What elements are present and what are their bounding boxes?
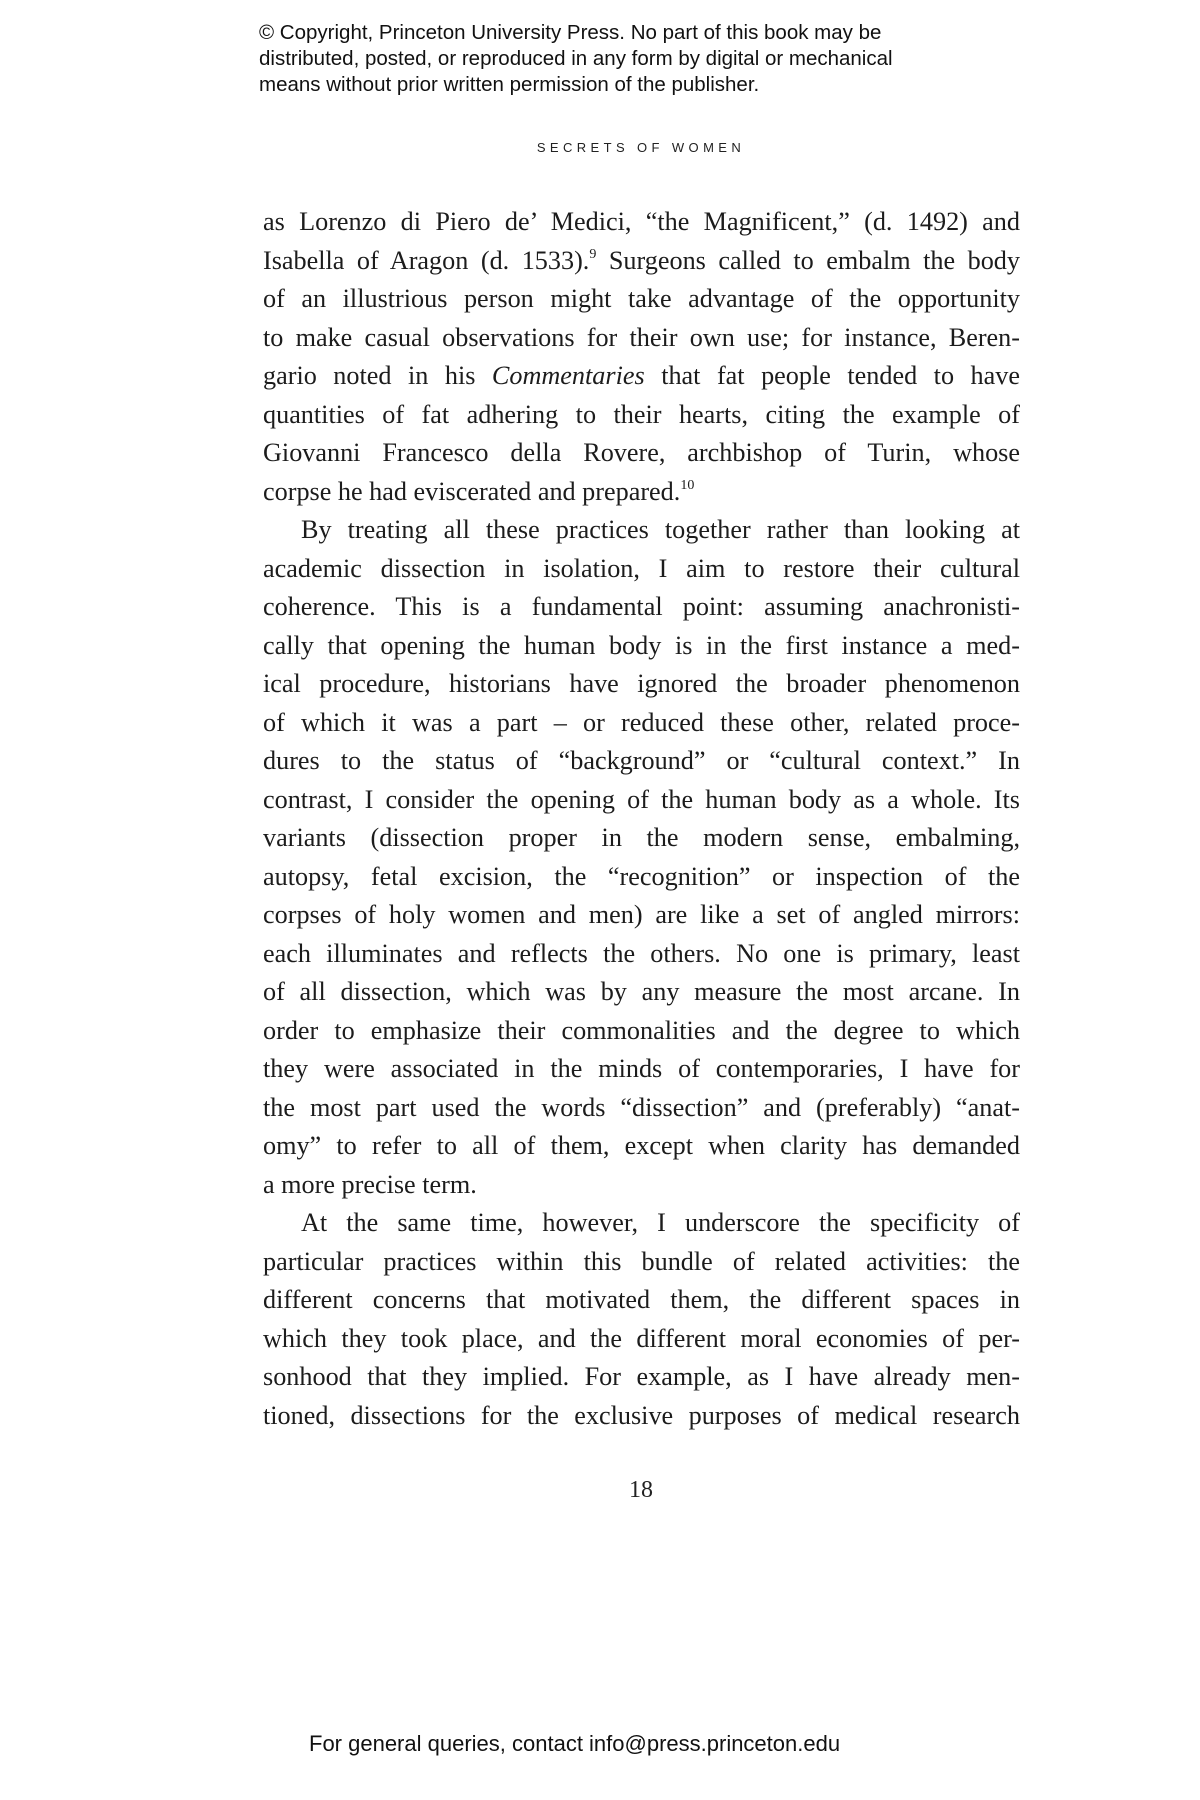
text-line: academic dissection in isolation, I aim to restore their cultural (263, 553, 1020, 583)
text-line (263, 242, 1020, 281)
text-line: contrast, I consider the opening of the human body as a whole. Its (263, 784, 1020, 814)
text-line: they were associated in the minds of contemporaries, I have for (263, 1054, 1020, 1083)
text-line: omy” to refer to all of them, except when clarity has demanded (263, 1131, 1020, 1160)
text-line (263, 473, 1020, 512)
text-line: cally that opening the human body is in the first instance a med- (263, 630, 1020, 660)
text-line: each illuminates and reflects the others. No one is primary, least (263, 938, 1020, 968)
text-line: to make casual observations for their own use; for instance, Beren- (263, 322, 1020, 352)
text-line: of which it was a part – or reduced these other, related proce- (263, 707, 1020, 737)
text-line: different concerns that motivated them, the different spaces in (263, 1285, 1020, 1314)
text-line: a more precise term. (263, 1169, 477, 1199)
text-line: Giovanni Francesco della Rovere, archbishop of Turin, whose (263, 438, 1020, 467)
text-line: as Lorenzo di Piero de’ Medici, “the Magnificent,” (d. 1492) and (263, 207, 1020, 236)
text-line: variants (dissection proper in the modern sense, embalming, (263, 823, 1020, 852)
text-segment: corpse he had eviscerated and prepared. (263, 476, 681, 506)
text-segment: Surgeons called to embalm the body (596, 245, 1020, 275)
text-segment: gario noted in his (263, 361, 492, 390)
text-line: order to emphasize their commonalities and the degree to which (263, 1015, 1020, 1045)
running-head: SECRETS OF WOMEN (536, 140, 746, 155)
footer-contact: For general queries, contact info@press.princeton.edu (309, 1731, 841, 1756)
footnote-ref[interactable]: 9 (589, 246, 597, 262)
text-line: corpses of holy women and men) are like a set of angled mirrors: (263, 900, 1020, 929)
text-line: particular practices within this bundle of related activities: the (263, 1246, 1020, 1276)
book-title: Commentaries (491, 361, 645, 390)
copyright-line: distributed, posted, or reproduced in any form by digital or mechanical (259, 47, 893, 70)
copyright-line: means without prior written permission of the publisher. (259, 73, 760, 96)
paragraph (263, 1204, 1020, 1435)
paragraph (263, 511, 1020, 1204)
text-line: By treating all these practices together rather than looking at (301, 515, 1020, 544)
text-line: tioned, dissections for the exclusive purposes of medical research (263, 1400, 1020, 1430)
text-line: sonhood that they implied. For example, as I have already men- (263, 1362, 1020, 1391)
copyright-line: © Copyright, Princeton University Press. No part of this book may be (259, 21, 882, 44)
text-line: dures to the status of “background” or “cultural context.” In (263, 746, 1020, 775)
body-text (263, 203, 1020, 1435)
text-line: coherence. This is a fundamental point: assuming anachronisti- (263, 592, 1020, 621)
footnote-ref[interactable]: 10 (680, 477, 695, 493)
text-line: the most part used the words “dissection” and (preferably) “anat- (263, 1092, 1020, 1122)
text-line (263, 357, 1020, 396)
paragraph (263, 203, 1020, 511)
text-line: quantities of fat adhering to their hearts, citing the example of (263, 399, 1020, 429)
text-line: which they took place, and the different moral economies of per- (263, 1323, 1020, 1353)
copyright-notice (259, 20, 1019, 98)
text-segment: Isabella of Aragon (d. 1533). (263, 245, 590, 275)
text-line: autopsy, fetal excision, the “recognition” or inspection of the (263, 861, 1020, 891)
text-line: of an illustrious person might take advantage of the opportunity (263, 284, 1020, 313)
page-number: 18 (629, 1477, 653, 1503)
text-line: of all dissection, which was by any measure the most arcane. In (263, 977, 1020, 1006)
text-line: ical procedure, historians have ignored the broader phenomenon (263, 669, 1020, 698)
text-segment: that fat people tended to have (644, 361, 1020, 390)
text-line: At the same time, however, I underscore the specificity of (301, 1208, 1020, 1237)
